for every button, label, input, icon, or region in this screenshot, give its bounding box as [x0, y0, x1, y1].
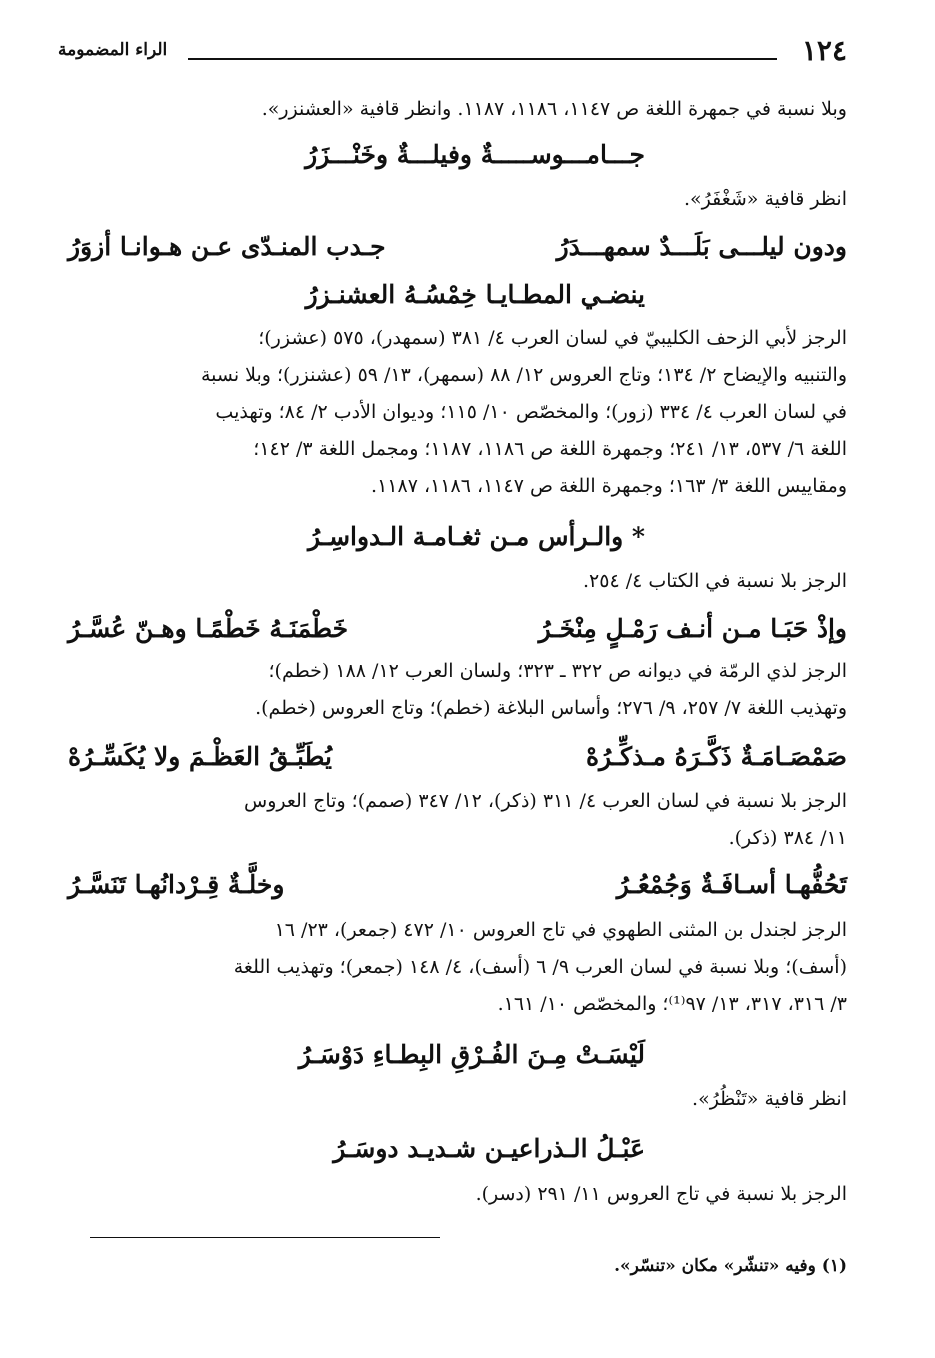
text-line: وتهذيب اللغة ٧/ ٢٥٧، ٩/ ٢٧٦؛ وأساس البلاغة (خطم)؛ وتاج العروس (خطم). — [255, 697, 847, 719]
page-header — [58, 32, 847, 72]
header-rule — [188, 58, 777, 60]
text-line: الرجز لجندل بن المثنى الطهوي في تاج العروس ١٠/ ٤٧٢ (جمعر)، ٢٣/ ١٦ — [274, 919, 847, 941]
footnote: (١) وفيه «تنشّر» مكان «تنسّر». — [614, 1256, 847, 1276]
text-line: الرجز لذي الرمّة في ديوانه ص ٣٢٢ ـ ٣٢٣؛ ولسان العرب ١٢/ ١٨٨ (خطم)؛ — [268, 660, 847, 682]
text-line: (أسف)؛ وبلا نسبة في لسان العرب ٩/ ٦ (أسف)، ٤/ ١٤٨ (جمعر)؛ وتهذيب اللغة — [233, 956, 847, 978]
text-line: الرجز بلا نسبة في الكتاب ٤/ ٢٥٤. — [583, 570, 847, 592]
verse-line: جـــامـــوســـــةٌ وفيلـــةٌ وخَنْـــزَرُ — [305, 140, 645, 169]
verse-hemistich-right: تَحُفُّهـا أسـافَـةٌ وَجُمْعُـرُ — [616, 870, 847, 899]
text-line: انظر قافية «تَنْظُرُ». — [692, 1088, 847, 1110]
text-line: الرجز بلا نسبة في لسان العرب ٤/ ٣١١ (ذكر)، ١٢/ ٣٤٧ (صمم)؛ وتاج العروس — [244, 790, 847, 812]
verse-line: عَبْـلُ الـذراعيـن شـديـد دوسَـرُ — [333, 1134, 645, 1163]
text-line: الرجز بلا نسبة في تاج العروس ١١/ ٢٩١ (دسر). — [475, 1183, 847, 1205]
text-line: في لسان العرب ٤/ ٣٣٤ (زور)؛ والمخصّص ١٠/ ١١٥؛ وديوان الأدب ٢/ ٨٤؛ وتهذيب — [215, 401, 847, 423]
verse-line: ينضـي المطـايـا خِمْسُـهُ العشنـزرُ — [305, 280, 645, 309]
running-title: الراء المضمومة — [58, 40, 168, 60]
verse-hemistich-left: خَطْمَنَـهُ خَطْمًـا وهـنّ عُسَّـرُ — [68, 614, 349, 643]
text-line: ومقاييس اللغة ٣/ ١٦٣؛ وجمهرة اللغة ص ١١٤٧، ١١٨٦، ١١٨٧. — [371, 475, 847, 497]
footnote-rule — [90, 1237, 440, 1238]
text-line: ٣/ ٣١٦، ٣١٧، ١٣/ ٩٧⁽¹⁾؛ والمخصّص ١٠/ ١٦١. — [497, 993, 847, 1015]
verse-hemistich-left: يُطَبِّـقُ العَظْـمَ ولا يُكَسِّـرُهْ — [68, 742, 333, 771]
text-line: والتنبيه والإيضاح ٢/ ١٣٤؛ وتاج العروس ١٢/ ٨٨ (سمهر)، ١٣/ ٥٩ (عشنزر)؛ وبلا نسبة — [200, 364, 847, 386]
verse-hemistich-right: وإذْ حَبَـا مـن أنـف رَمْـلٍ مِنْخَـرُ — [538, 614, 847, 643]
text-line: ١١/ ٣٨٤ (ذكر). — [728, 827, 847, 849]
text-line: انظر قافية «شَغْفَرُ». — [683, 188, 847, 210]
verse-hemistich-right: صَمْصَـامَـةٌ ذَكَّـرَهُ مـذكِّـرُهْ — [585, 742, 847, 771]
verse-line: لَيْسَـتْ مِـنَ الفُـرْقِ البِطـاءِ دَوْسَـرُ — [298, 1040, 645, 1069]
verse-line: * والـرأس مـن ثغـامـة الـدواسِـرُ — [307, 522, 645, 551]
text-line: الرجز لأبي الزحف الكليبيّ في لسان العرب ٤/ ٣٨١ (سمهدر)، ٥٧٥ (عشزر)؛ — [258, 327, 847, 349]
verse-hemistich-right: ودون ليلـــى بَلَـــدٌ سمهـــدَرُ — [556, 232, 847, 261]
verse-hemistich-left: وخلَّـةٌ قِـرْدانُهـا تَنَسَّـرُ — [68, 870, 285, 899]
text-line: اللغة ٦/ ٥٣٧، ١٣/ ٢٤١؛ وجمهرة اللغة ص ١١٨٦، ١١٨٧؛ ومجمل اللغة ٣/ ١٤٢؛ — [253, 438, 847, 460]
page-number: ١٢٤ — [801, 34, 847, 67]
verse-hemistich-left: جـدب المنـدّى عـن هـوانـا أزوَرُ — [68, 232, 386, 261]
text-line: وبلا نسبة في جمهرة اللغة ص ١١٤٧، ١١٨٦، ١١٨٧. وانظر قافية «العشنزر». — [261, 98, 847, 120]
